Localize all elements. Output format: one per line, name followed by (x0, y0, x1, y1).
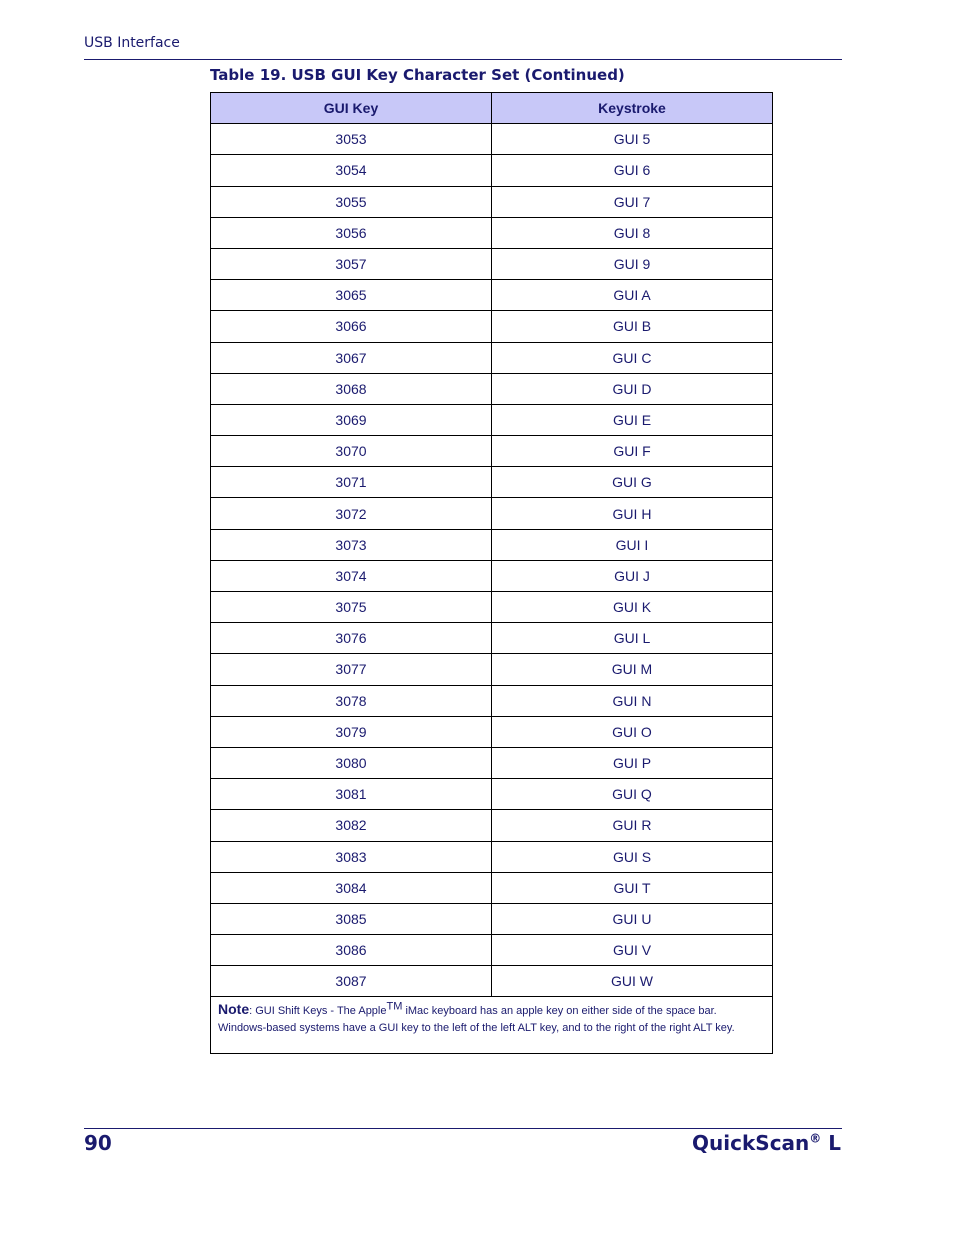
keystroke-cell: GUI B (492, 311, 773, 342)
header-divider (84, 59, 842, 60)
gui-key-cell: 3067 (211, 342, 492, 373)
gui-key-cell: 3068 (211, 373, 492, 404)
table-row (211, 654, 773, 685)
table-body (211, 124, 773, 997)
keystroke-cell: GUI J (492, 560, 773, 591)
table-row (211, 155, 773, 186)
gui-key-cell: 3065 (211, 280, 492, 311)
gui-key-cell: 3080 (211, 747, 492, 778)
keystroke-cell: GUI A (492, 280, 773, 311)
keystroke-cell: GUI K (492, 592, 773, 623)
keystroke-cell: GUI P (492, 747, 773, 778)
gui-key-cell: 3073 (211, 529, 492, 560)
gui-key-cell: 3074 (211, 560, 492, 591)
gui-key-cell: 3071 (211, 467, 492, 498)
table-row (211, 592, 773, 623)
product-suffix: L (821, 1131, 841, 1155)
column-header-gui-key: GUI Key (211, 93, 492, 124)
table-row (211, 498, 773, 529)
keystroke-cell: GUI C (492, 342, 773, 373)
table-row (211, 623, 773, 654)
gui-key-cell: 3057 (211, 248, 492, 279)
table-row (211, 716, 773, 747)
gui-key-table (210, 92, 773, 1054)
gui-key-cell: 3084 (211, 872, 492, 903)
table-row (211, 248, 773, 279)
table-row (211, 280, 773, 311)
table-row (211, 560, 773, 591)
table-row (211, 436, 773, 467)
keystroke-cell: GUI R (492, 810, 773, 841)
keystroke-cell: GUI 9 (492, 248, 773, 279)
keystroke-cell: GUI G (492, 467, 773, 498)
table-row (211, 935, 773, 966)
table-note (211, 997, 773, 1054)
gui-key-cell: 3079 (211, 716, 492, 747)
section-title: USB Interface (84, 35, 180, 51)
column-header-keystroke: Keystroke (492, 93, 773, 124)
keystroke-cell: GUI F (492, 436, 773, 467)
gui-key-cell: 3076 (211, 623, 492, 654)
table-row (211, 841, 773, 872)
keystroke-cell: GUI V (492, 935, 773, 966)
keystroke-cell: GUI U (492, 903, 773, 934)
table-row (211, 747, 773, 778)
keystroke-cell: GUI 7 (492, 186, 773, 217)
table-row (211, 404, 773, 435)
footer-divider (84, 1128, 842, 1129)
table-row (211, 217, 773, 248)
table-note-row (211, 997, 773, 1054)
keystroke-cell: GUI T (492, 872, 773, 903)
table-row (211, 685, 773, 716)
table-row (211, 124, 773, 155)
gui-key-cell: 3085 (211, 903, 492, 934)
keystroke-cell: GUI N (492, 685, 773, 716)
gui-key-cell: 3078 (211, 685, 492, 716)
registered-mark: ® (809, 1131, 822, 1146)
keystroke-cell: GUI M (492, 654, 773, 685)
table-row (211, 311, 773, 342)
page-number: 90 (84, 1131, 112, 1155)
note-text-before-tm: : GUI Shift Keys - The Apple (249, 1005, 387, 1018)
keystroke-cell: GUI 6 (492, 155, 773, 186)
table-row (211, 872, 773, 903)
table-row (211, 529, 773, 560)
table-row (211, 903, 773, 934)
table-caption: Table 19. USB GUI Key Character Set (Continued) (210, 66, 625, 84)
gui-key-cell: 3053 (211, 124, 492, 155)
gui-key-cell: 3054 (211, 155, 492, 186)
gui-key-cell: 3055 (211, 186, 492, 217)
keystroke-cell: GUI L (492, 623, 773, 654)
gui-key-cell: 3082 (211, 810, 492, 841)
trademark-mark: TM (386, 1000, 403, 1013)
keystroke-cell: GUI S (492, 841, 773, 872)
gui-key-cell: 3069 (211, 404, 492, 435)
gui-key-cell: 3083 (211, 841, 492, 872)
keystroke-cell: GUI O (492, 716, 773, 747)
table-row (211, 810, 773, 841)
product-name (692, 1131, 841, 1155)
table-row (211, 966, 773, 997)
table-row (211, 186, 773, 217)
gui-key-cell: 3072 (211, 498, 492, 529)
gui-key-cell: 3056 (211, 217, 492, 248)
gui-key-cell: 3081 (211, 779, 492, 810)
table-row (211, 779, 773, 810)
table-row (211, 342, 773, 373)
keystroke-cell: GUI E (492, 404, 773, 435)
gui-key-cell: 3070 (211, 436, 492, 467)
keystroke-cell: GUI D (492, 373, 773, 404)
gui-key-cell: 3086 (211, 935, 492, 966)
gui-key-cell: 3066 (211, 311, 492, 342)
table-row (211, 467, 773, 498)
keystroke-cell: GUI H (492, 498, 773, 529)
gui-key-cell: 3075 (211, 592, 492, 623)
keystroke-cell: GUI I (492, 529, 773, 560)
table-header-row (211, 93, 773, 124)
gui-key-cell: 3087 (211, 966, 492, 997)
gui-key-cell: 3077 (211, 654, 492, 685)
keystroke-cell: GUI 8 (492, 217, 773, 248)
note-label: Note (218, 1001, 250, 1018)
product-name-text: QuickScan (692, 1131, 810, 1155)
note-text-after-tm: iMac keyboard has an apple key on either side of the space bar. Windows-based systems have a GUI key to the left of the left ALT key, and to the right of the right ALT key. (218, 1005, 735, 1035)
keystroke-cell: GUI Q (492, 779, 773, 810)
keystroke-cell: GUI W (492, 966, 773, 997)
keystroke-cell: GUI 5 (492, 124, 773, 155)
table-row (211, 373, 773, 404)
